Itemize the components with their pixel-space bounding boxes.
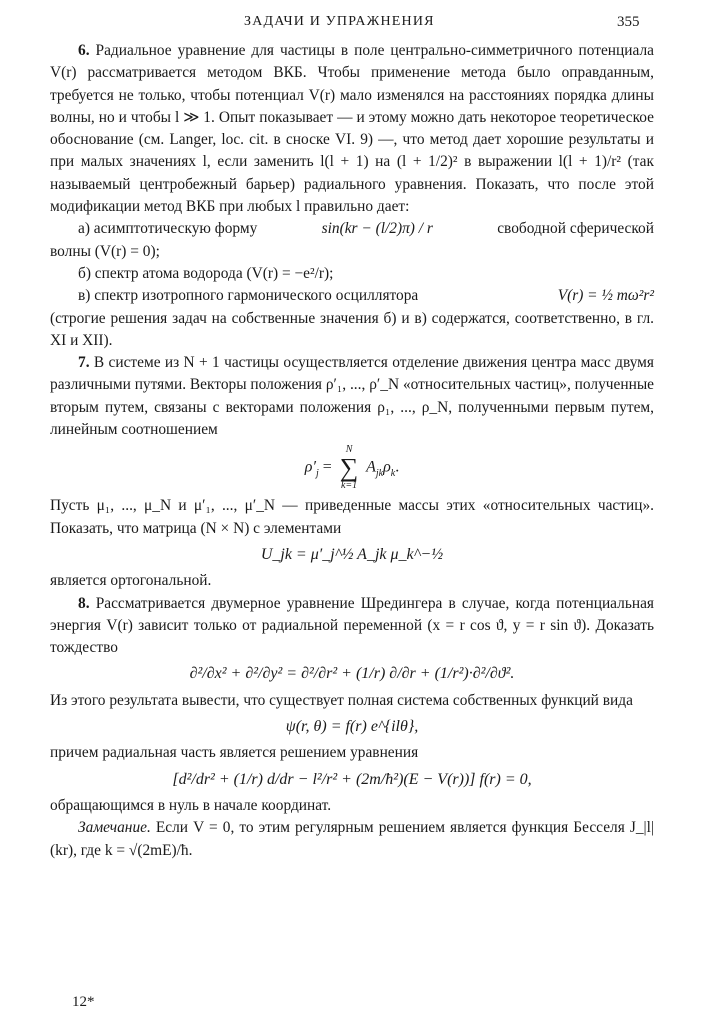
item-a-formula: sin(kr − (l/2)π) / r [321,220,433,238]
eq1-rho: ρ [383,459,391,477]
problem-6 [50,40,654,218]
sum-upper-limit: N [345,444,353,456]
equation-radial: [d²/dr² + (1/r) d/dr − l²/r² + (2m/ħ²)(E − V(r))] f(r) = 0, [172,770,532,788]
running-header [0,12,701,36]
sum-lower-limit: k=1 [340,480,358,492]
remark-text: Если V = 0, то этим регулярным решением является функция Бесселя J_|l| (kr), где k = √(2mE)/ħ. [50,819,654,859]
problem-8-text-3: причем радиальная часть является решением уравнения [50,744,419,762]
item-a-continuation: волны (V(r) = 0); [50,242,160,260]
eq1-matrix-sub: jk [375,468,384,480]
page-number: 355 [617,14,640,30]
problem-8-text: Рассматривается двумерное уравнение Шредингера в случае, когда потенциальная энергия V(r) зависит только от радиальной переменной (x = r cos ϑ, y = r sin ϑ). Доказать тождество [50,594,654,657]
problem-7 [50,352,654,441]
item-a-text: а) асимптотическую форму [78,220,258,238]
eq1-matrix: A [366,459,376,477]
item-c-text: в) спектр изотропного гармонического осциллятора [78,287,419,305]
problem-8-number: 8. [78,594,90,612]
problem-7-text: В системе из N + 1 частицы осуществляется отделение движения центра масс двумя различными путями. Векторы положения ρ′₁, ..., ρ′_N «относительных частиц», полученные вторым путем, связаны с векторами положения ρ₁, ..., ρ_N, полученными первым путем, линейным соотношением [50,354,654,439]
problem-6-number: 6. [78,42,90,59]
item-b: б) спектр атома водорода (V(r) = −e²/r); [78,264,334,282]
problem-8-text-2: Из этого результата вывести, что существует полная система собственных функций вида [50,691,633,709]
eq1-lhs-sub: j [315,468,319,480]
sum-operator [340,445,359,491]
item-c [50,285,654,307]
signature-mark: 12* [72,994,95,1010]
problem-7-text-3: является ортогональной. [50,572,212,590]
problem-7-text-2: Пусть μ₁, ..., μ_N и μ′₁, ..., μ′_N — приведенные массы этих «относительных частиц». Показать, что матрица (N × N) с элементами [50,497,654,537]
item-a-tail: свободной сферической [497,220,654,238]
problem-8 [50,593,654,660]
problem-6-note: (строгие решения задач на собственные значения б) и в) содержатся, соответственно, в гл. XI и XII). [50,309,654,349]
sum-sign: ∑ [339,453,359,483]
remark-label: Замечание. [78,819,151,837]
eq1-equals: = [322,459,332,477]
item-c-formula: V(r) = ½ mω²r² [557,287,654,305]
problem-8-text-4: обращающимся в нуль в начале координат. [50,796,332,814]
equation-laplacian-identity: ∂²/∂x² + ∂²/∂y² = ∂²/∂r² + (1/r) ∂/∂r + (1/r²)·∂²/∂ϑ². [189,665,515,683]
eq1-lhs: ρ′ [304,459,316,477]
item-a [50,218,654,240]
equation-orthogonal-matrix: U_jk = μ′_j^½ A_jk μ_k^−½ [260,545,444,563]
header-title: ЗАДАЧИ И УПРАЖНЕНИЯ [244,14,435,29]
remark [50,817,654,862]
equation-relative-coordinates [50,445,654,491]
eq1-rho-sub: k [390,468,396,480]
page-body [50,40,654,862]
equation-eigenfunction: ψ(r, θ) = f(r) e^{ilθ}, [285,718,419,736]
problem-6-text: Радиальное уравнение для частицы в поле центрально-симметричного потенциала V(r) рассматривается методом ВКБ. Чтобы применение метода было оправданным, требуется не только, чтобы потенциал V(r) мало изменялся на расстояниях порядка длины волны, но и чтобы l ≫ 1. Опыт показывает — и этому можно дать некоторое теоретическое обоснование (см. Langer, loc. cit. в сноске VI. 9) —, что метод дает хорошие результаты и при малых значениях l, если заменить l(l + 1) на (l + 1/2)² в выражении l(l + 1)/r² (так называемый центробежный барьер) радиального уравнения. Показать, что после этой модификации метод ВКБ при любых l правильно дает: [50,42,654,216]
eq1-period: . [395,459,400,477]
problem-7-number: 7. [78,354,90,372]
